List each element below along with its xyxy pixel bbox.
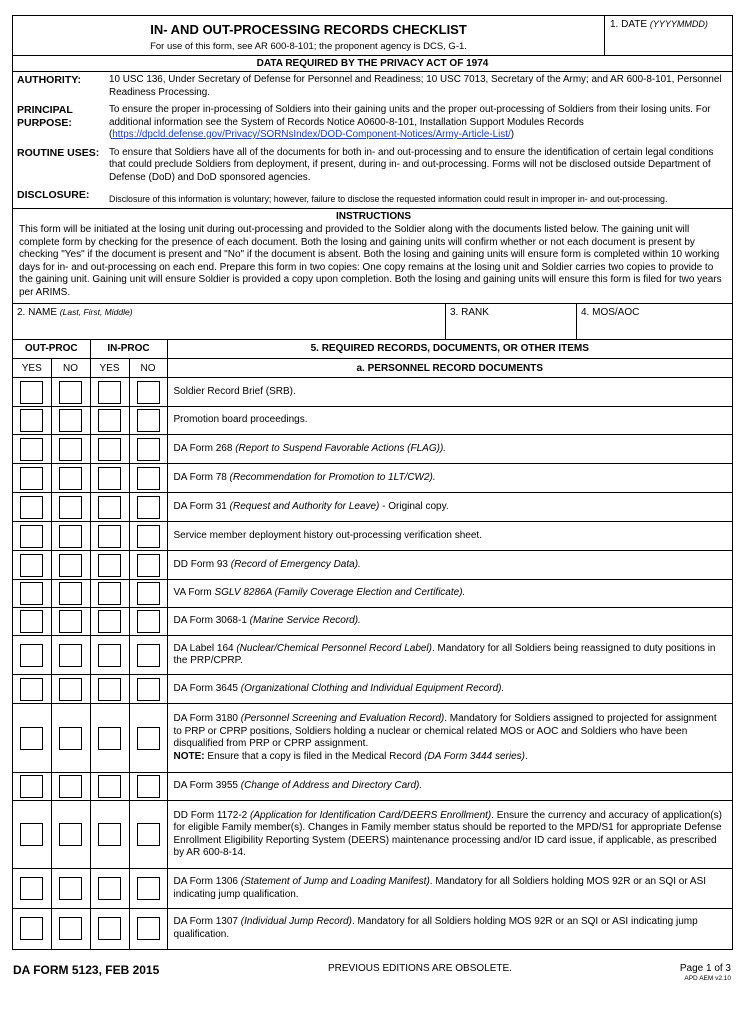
instructions-title: INSTRUCTIONS bbox=[336, 210, 411, 222]
out-proc-yes-checkbox[interactable] bbox=[20, 467, 43, 490]
item-form-title: (Change of Address and Directory Card). bbox=[240, 780, 423, 792]
checkbox-cell bbox=[51, 773, 90, 801]
item-description bbox=[167, 909, 732, 949]
item-form-title: (Organizational Clothing and Individual Equipment Record). bbox=[240, 682, 505, 694]
item-text: DA Form 1307 bbox=[173, 916, 241, 928]
item-form-title: (Marine Service Record). bbox=[249, 615, 361, 627]
table-row bbox=[13, 407, 732, 435]
out-proc-yes-checkbox[interactable] bbox=[20, 582, 43, 605]
out-proc-yes-checkbox[interactable] bbox=[20, 409, 43, 432]
table-row bbox=[13, 435, 732, 464]
out-proc-no-checkbox[interactable] bbox=[59, 467, 82, 490]
principal-purpose-text bbox=[109, 104, 728, 142]
in-proc-yes-checkbox[interactable] bbox=[98, 438, 121, 461]
disclosure-text: Disclosure of this information is voluntary; however, failure to disclose the requested information could result in improper in- and out-processing. bbox=[109, 194, 668, 204]
item-description bbox=[167, 675, 732, 704]
checkbox-cell bbox=[129, 464, 167, 493]
checkbox-cell bbox=[129, 773, 167, 801]
item-form-title: (Request and Authority for Leave) bbox=[229, 500, 380, 512]
item-description bbox=[167, 493, 732, 522]
in-proc-no-checkbox[interactable] bbox=[137, 678, 160, 701]
in-proc-no-checkbox[interactable] bbox=[137, 775, 160, 798]
table-row bbox=[13, 773, 732, 801]
item-form-title: SGLV 8286A (Family Coverage Election and Certificate). bbox=[214, 587, 466, 599]
in-proc-yes-checkbox[interactable] bbox=[98, 877, 121, 900]
form-subtitle: For use of this form, see AR 600-8-101; the proponent agency is DCS, G-1. bbox=[150, 41, 467, 52]
checkbox-cell bbox=[90, 580, 129, 608]
checkbox-cell bbox=[90, 909, 129, 949]
checkbox-cell bbox=[51, 407, 90, 435]
checkbox-cell bbox=[90, 773, 129, 801]
out-proc-yes-checkbox[interactable] bbox=[20, 610, 43, 633]
checkbox-cell bbox=[13, 435, 51, 464]
checkbox-cell bbox=[13, 551, 51, 580]
item-form-title: (Nuclear/Chemical Personnel Record Label) bbox=[236, 642, 432, 654]
note-label: NOTE: bbox=[173, 750, 205, 762]
out-proc-no-checkbox[interactable] bbox=[59, 554, 82, 577]
item-description bbox=[167, 464, 732, 493]
in-proc-no-checkbox[interactable] bbox=[137, 554, 160, 577]
item-description bbox=[167, 773, 732, 801]
in-proc-no-checkbox[interactable] bbox=[137, 525, 160, 548]
in-yes-header: YES bbox=[90, 359, 129, 378]
checkbox-cell bbox=[129, 435, 167, 464]
item-description bbox=[167, 704, 732, 773]
checkbox-cell bbox=[51, 551, 90, 580]
checkbox-cell bbox=[129, 407, 167, 435]
out-proc-no-checkbox[interactable] bbox=[59, 496, 82, 519]
checkbox-cell bbox=[90, 869, 129, 909]
principal-purpose-label: PRINCIPAL PURPOSE: bbox=[17, 104, 73, 129]
checkbox-cell bbox=[13, 675, 51, 704]
checkbox-cell bbox=[129, 608, 167, 636]
out-proc-no-checkbox[interactable] bbox=[59, 582, 82, 605]
in-proc-yes-checkbox[interactable] bbox=[98, 467, 121, 490]
item-text: DA Form 3068-1 bbox=[173, 615, 250, 627]
item-description bbox=[167, 522, 732, 551]
checkbox-cell bbox=[51, 464, 90, 493]
checkbox-cell bbox=[90, 801, 129, 869]
item-text: DA Form 3645 bbox=[173, 682, 241, 694]
section-title: 5. REQUIRED RECORDS, DOCUMENTS, OR OTHER ITEMS bbox=[167, 340, 732, 359]
table-row bbox=[13, 464, 732, 493]
item-detail: . Ensure the currency and accuracy of application(s) for eligible Family member(s). Changes in Family member status should be reported to the MPD/S1 for appropriate Defense Enrollment Eligibility Reporting System (DEERS) maintenance processing and/or ID card issue, if applicable, as prescribed by AR 600-8-14. bbox=[173, 809, 722, 858]
routine-uses-text: To ensure that Soldiers have all of the documents for both in- and out-processing and to ensure the identification of certain legal conditions that could preclude Soldiers from deployment, if present, during in- and out-processing. Forms will not be disclosed outside Department of Defense (DoD) and DoD sponsored agencies. bbox=[109, 146, 714, 183]
item-detail: . Mandatory for Soldiers assigned to projected for assignment to PRP or CPRP positions, Soldiers holding a nuclear or chemical related MOS or AOC and Soldiers who have been disqualified from PRP or CPRP assignment. bbox=[173, 713, 717, 749]
item-description bbox=[167, 580, 732, 608]
version-label: APD AEM v2.10 bbox=[684, 975, 731, 982]
checkbox-cell bbox=[90, 464, 129, 493]
checkbox-cell bbox=[51, 608, 90, 636]
out-proc-no-checkbox[interactable] bbox=[59, 727, 82, 750]
date-hint: (YYYYMMDD) bbox=[649, 19, 708, 29]
in-proc-yes-checkbox[interactable] bbox=[98, 496, 121, 519]
checkbox-cell bbox=[51, 435, 90, 464]
table-row bbox=[13, 636, 732, 675]
checkbox-cell bbox=[129, 704, 167, 773]
routine-uses-label: ROUTINE USES: bbox=[17, 146, 100, 159]
name-hint: (Last, First, Middle) bbox=[59, 306, 133, 317]
mos-aoc-label: 4. MOS/AOC bbox=[581, 306, 640, 318]
out-proc-no-checkbox[interactable] bbox=[59, 644, 82, 667]
checkbox-cell bbox=[51, 869, 90, 909]
checkbox-cell bbox=[129, 675, 167, 704]
in-proc-yes-checkbox[interactable] bbox=[98, 582, 121, 605]
checkbox-cell bbox=[13, 522, 51, 551]
table-row bbox=[13, 378, 732, 407]
privacy-act-statement bbox=[13, 72, 732, 209]
checkbox-cell bbox=[13, 704, 51, 773]
checkbox-cell bbox=[51, 378, 90, 407]
in-proc-no-checkbox[interactable] bbox=[137, 823, 160, 846]
out-proc-no-checkbox[interactable] bbox=[59, 381, 82, 404]
checkbox-cell bbox=[90, 704, 129, 773]
item-text: Promotion board proceedings. bbox=[173, 414, 308, 426]
out-proc-no-checkbox[interactable] bbox=[59, 610, 82, 633]
item-text: DA Form 268 bbox=[173, 442, 236, 454]
out-proc-yes-checkbox[interactable] bbox=[20, 917, 43, 940]
note-form-ref: (DA Form 3444 series) bbox=[424, 750, 525, 762]
checkbox-cell bbox=[129, 378, 167, 407]
item-form-title: (Individual Jump Record) bbox=[240, 916, 352, 928]
in-no-header: NO bbox=[129, 359, 167, 378]
checkbox-cell bbox=[51, 636, 90, 675]
disclosure-label: DISCLOSURE: bbox=[17, 189, 90, 201]
out-proc-yes-checkbox[interactable] bbox=[20, 381, 43, 404]
checkbox-cell bbox=[13, 773, 51, 801]
checkbox-cell bbox=[129, 909, 167, 949]
checkbox-cell bbox=[129, 636, 167, 675]
in-proc-no-checkbox[interactable] bbox=[137, 409, 160, 432]
in-proc-yes-checkbox[interactable] bbox=[98, 917, 121, 940]
checkbox-cell bbox=[51, 704, 90, 773]
checkbox-cell bbox=[90, 522, 129, 551]
out-proc-yes-checkbox[interactable] bbox=[20, 678, 43, 701]
item-text: VA Form bbox=[173, 587, 215, 599]
checkbox-cell bbox=[51, 580, 90, 608]
checkbox-cell bbox=[51, 909, 90, 949]
out-proc-no-checkbox[interactable] bbox=[59, 917, 82, 940]
item-text: DA Form 1306 bbox=[173, 876, 241, 887]
item-text: DA Label 164 bbox=[173, 642, 237, 654]
form-page bbox=[12, 15, 733, 950]
date-field[interactable] bbox=[605, 16, 732, 55]
out-proc-no-checkbox[interactable] bbox=[59, 438, 82, 461]
item-form-title: (Personnel Screening and Evaluation Record) bbox=[240, 713, 445, 724]
item-text: DA Form 3955 bbox=[173, 780, 241, 792]
in-proc-no-checkbox[interactable] bbox=[137, 496, 160, 519]
out-no-header: NO bbox=[51, 359, 90, 378]
in-proc-yes-checkbox[interactable] bbox=[98, 409, 121, 432]
in-proc-yes-checkbox[interactable] bbox=[98, 678, 121, 701]
name-field[interactable] bbox=[13, 304, 446, 339]
item-text: DD Form 93 bbox=[173, 558, 231, 570]
in-proc-no-checkbox[interactable] bbox=[137, 610, 160, 633]
in-proc-yes-checkbox[interactable] bbox=[98, 823, 121, 846]
checkbox-cell bbox=[90, 493, 129, 522]
item-description bbox=[167, 551, 732, 580]
form-id: DA FORM 5123, FEB 2015 bbox=[13, 963, 160, 977]
checkbox-cell bbox=[129, 869, 167, 909]
checkbox-cell bbox=[13, 580, 51, 608]
item-detail: . Mandatory for all Soldiers being reassigned to duty positions in the PRP/CPRP. bbox=[173, 642, 716, 666]
principal-purpose-section bbox=[17, 104, 728, 142]
rank-label: 3. RANK bbox=[450, 306, 489, 318]
in-proc-yes-checkbox[interactable] bbox=[98, 610, 121, 633]
authority-label: AUTHORITY: bbox=[17, 74, 81, 86]
out-proc-no-checkbox[interactable] bbox=[59, 678, 82, 701]
out-proc-no-checkbox[interactable] bbox=[59, 775, 82, 798]
checkbox-cell bbox=[90, 675, 129, 704]
name-label: 2. NAME bbox=[17, 306, 58, 318]
checkbox-cell bbox=[13, 909, 51, 949]
item-description bbox=[167, 801, 732, 869]
in-proc-no-checkbox[interactable] bbox=[137, 381, 160, 404]
table-row bbox=[13, 493, 732, 522]
item-form-title: (Record of Emergency Data). bbox=[230, 558, 361, 570]
checkbox-cell bbox=[13, 801, 51, 869]
checkbox-cell bbox=[13, 608, 51, 636]
in-proc-yes-checkbox[interactable] bbox=[98, 381, 121, 404]
page-number: Page 1 of 3 bbox=[679, 963, 731, 974]
in-proc-no-checkbox[interactable] bbox=[137, 727, 160, 750]
table-row bbox=[13, 580, 732, 608]
table-row bbox=[13, 551, 732, 580]
out-proc-header: OUT-PROC bbox=[13, 340, 90, 359]
title-block bbox=[13, 16, 605, 55]
group-header-row bbox=[13, 340, 732, 359]
checkbox-cell bbox=[90, 435, 129, 464]
out-yes-header: YES bbox=[13, 359, 51, 378]
in-proc-yes-checkbox[interactable] bbox=[98, 525, 121, 548]
records-checklist-table bbox=[13, 340, 732, 949]
items-body bbox=[13, 378, 732, 949]
table-row bbox=[13, 522, 732, 551]
table-row bbox=[13, 869, 732, 909]
item-form-title: (Report to Suspend Favorable Actions (FLAG)). bbox=[235, 442, 447, 454]
checkbox-cell bbox=[90, 608, 129, 636]
checkbox-cell bbox=[129, 551, 167, 580]
link-open-paren: ( bbox=[109, 129, 113, 140]
table-row bbox=[13, 704, 732, 773]
item-detail: . Mandatory for all Soldiers holding MOS 92R or an SQI or ASI indicating jump qualification. bbox=[173, 876, 707, 900]
checkbox-cell bbox=[129, 801, 167, 869]
in-proc-no-checkbox[interactable] bbox=[137, 917, 160, 940]
identity-fields bbox=[13, 304, 732, 340]
out-proc-yes-checkbox[interactable] bbox=[20, 823, 43, 846]
date-label: 1. DATE bbox=[610, 19, 648, 30]
sorn-link[interactable]: https://dpcld.defense.gov/Privacy/SORNsIndex/DOD-Component-Notices/Army-Article-List/ bbox=[112, 129, 511, 140]
table-row bbox=[13, 909, 732, 949]
out-proc-yes-checkbox[interactable] bbox=[20, 438, 43, 461]
checkbox-cell bbox=[13, 869, 51, 909]
checkbox-cell bbox=[90, 407, 129, 435]
item-description bbox=[167, 407, 732, 435]
instructions-text: This form will be initiated at the losing unit during out-processing and provided to the Soldier along with the documents listed below. The gaining unit will complete form by checking for the presence of each document. Both the losing and gaining units will confirm whether or not each document is present by checking "Yes" if the document is present and "No" if the document is absent. Both the losing and gaining units will ensure form is completed within 10 working days for in- and out-processing on each end. Prepare this form in two copies: One copy remains at the losing unit and Soldier carries two copies to provide to the gaining unit. Gaining unit will ensure Soldier is provided a copy upon completion. Both the losing and gaining units will ensure this form is filed for two years per ARIMS. bbox=[19, 224, 722, 299]
privacy-act-heading: DATA REQUIRED BY THE PRIVACY ACT OF 1974 bbox=[13, 56, 732, 72]
sub-header-row bbox=[13, 359, 732, 378]
in-proc-yes-checkbox[interactable] bbox=[98, 554, 121, 577]
out-proc-yes-checkbox[interactable] bbox=[20, 877, 43, 900]
checkbox-cell bbox=[51, 522, 90, 551]
checkbox-cell bbox=[13, 636, 51, 675]
item-text: Service member deployment history out-processing verification sheet. bbox=[173, 529, 482, 541]
out-proc-no-checkbox[interactable] bbox=[59, 525, 82, 548]
in-proc-yes-checkbox[interactable] bbox=[98, 775, 121, 798]
out-proc-yes-checkbox[interactable] bbox=[20, 727, 43, 750]
instructions-section bbox=[13, 209, 732, 304]
records-table-wrapper bbox=[13, 340, 732, 949]
item-text: DA Form 78 bbox=[173, 471, 230, 483]
item-text: DA Form 31 bbox=[173, 500, 230, 512]
item-text: DD Form 1172-2 bbox=[173, 809, 251, 821]
table-row bbox=[13, 608, 732, 636]
checkbox-cell bbox=[129, 522, 167, 551]
checkbox-cell bbox=[13, 464, 51, 493]
checkbox-cell bbox=[51, 675, 90, 704]
out-proc-no-checkbox[interactable] bbox=[59, 823, 82, 846]
checkbox-cell bbox=[90, 636, 129, 675]
item-description bbox=[167, 608, 732, 636]
rank-field[interactable] bbox=[446, 304, 577, 339]
checkbox-cell bbox=[90, 551, 129, 580]
table-row bbox=[13, 801, 732, 869]
link-close-paren: ) bbox=[510, 129, 515, 140]
routine-uses-section bbox=[17, 147, 728, 185]
in-proc-no-checkbox[interactable] bbox=[137, 644, 160, 667]
in-proc-no-checkbox[interactable] bbox=[137, 582, 160, 605]
in-proc-no-checkbox[interactable] bbox=[137, 877, 160, 900]
note-text: Ensure that a copy is filed in the Medical Record bbox=[204, 750, 425, 762]
item-form-title: (Application for Identification Card/DEERS Enrollment) bbox=[250, 809, 492, 821]
in-proc-header: IN-PROC bbox=[90, 340, 167, 359]
out-proc-yes-checkbox[interactable] bbox=[20, 496, 43, 519]
item-description bbox=[167, 636, 732, 675]
purpose-body: To ensure the proper in-processing of Soldiers into their gaining units and the proper out-processing of Soldiers from their losing units. For additional information see the System of Records Notice A0600-8-101, Installation Support Modules Records bbox=[109, 104, 711, 128]
item-form-title: (Recommendation for Promotion to 1LT/CW2). bbox=[229, 471, 436, 483]
item-text: Soldier Record Brief (SRB). bbox=[173, 385, 296, 397]
item-text: DA Form 3180 bbox=[173, 713, 241, 724]
out-proc-yes-checkbox[interactable] bbox=[20, 644, 43, 667]
authority-text: 10 USC 136, Under Secretary of Defense for Personnel and Readiness; 10 USC 7013, Secretary of the Army; and AR 600-8-101, Personnel Readiness Processing. bbox=[109, 74, 722, 98]
table-row bbox=[13, 675, 732, 704]
form-title: IN- AND OUT-PROCESSING RECORDS CHECKLIST bbox=[150, 22, 467, 37]
subsection-title: a. PERSONNEL RECORD DOCUMENTS bbox=[167, 359, 732, 378]
checkbox-cell bbox=[13, 493, 51, 522]
checkbox-cell bbox=[51, 493, 90, 522]
checkbox-cell bbox=[13, 378, 51, 407]
out-proc-no-checkbox[interactable] bbox=[59, 877, 82, 900]
mos-aoc-field[interactable] bbox=[577, 304, 732, 339]
in-proc-yes-checkbox[interactable] bbox=[98, 727, 121, 750]
item-detail: - Original copy. bbox=[379, 500, 449, 512]
item-description bbox=[167, 869, 732, 909]
in-proc-no-checkbox[interactable] bbox=[137, 438, 160, 461]
checkbox-cell bbox=[13, 407, 51, 435]
checkbox-cell bbox=[129, 493, 167, 522]
checkbox-cell bbox=[129, 580, 167, 608]
item-form-title: (Statement of Jump and Loading Manifest) bbox=[240, 876, 430, 887]
authority-section bbox=[17, 74, 728, 99]
item-detail: . Mandatory for all Soldiers holding MOS 92R or an SQI or ASI indicating jump qualification. bbox=[173, 916, 698, 940]
out-proc-yes-checkbox[interactable] bbox=[20, 525, 43, 548]
previous-editions-note: PREVIOUS EDITIONS ARE OBSOLETE. bbox=[328, 963, 512, 974]
out-proc-yes-checkbox[interactable] bbox=[20, 554, 43, 577]
in-proc-yes-checkbox[interactable] bbox=[98, 644, 121, 667]
item-description bbox=[167, 378, 732, 407]
in-proc-no-checkbox[interactable] bbox=[137, 467, 160, 490]
out-proc-no-checkbox[interactable] bbox=[59, 409, 82, 432]
form-header bbox=[13, 16, 732, 56]
item-description bbox=[167, 435, 732, 464]
note-end: . bbox=[524, 750, 528, 762]
checkbox-cell bbox=[90, 378, 129, 407]
disclosure-section bbox=[17, 189, 728, 206]
checkbox-cell bbox=[51, 801, 90, 869]
out-proc-yes-checkbox[interactable] bbox=[20, 775, 43, 798]
